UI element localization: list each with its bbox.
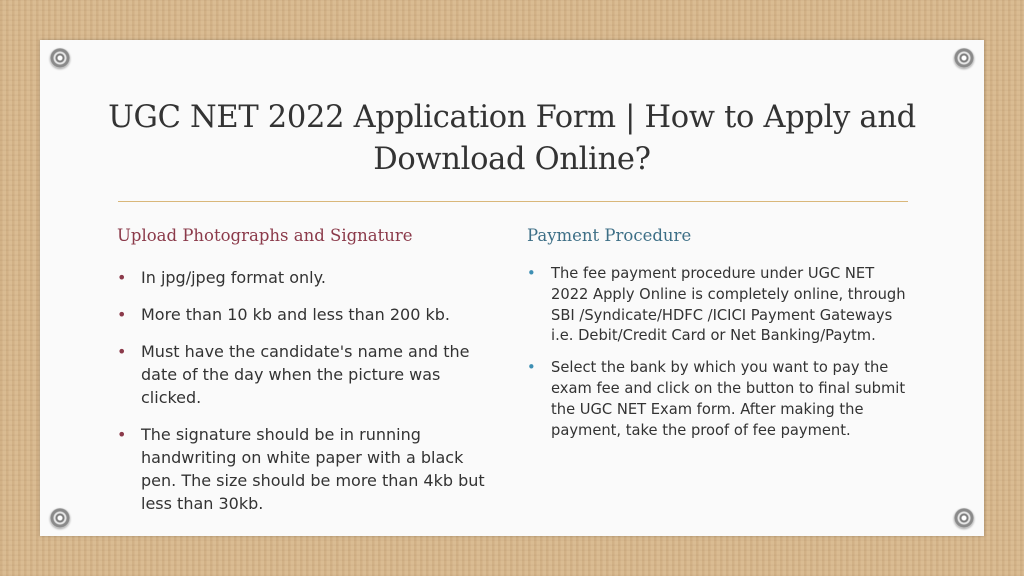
pushpin-top-right-icon (954, 48, 974, 68)
slide-card (40, 40, 984, 536)
bullet-icon: • (117, 342, 127, 361)
slide-title: UGC NET 2022 Application Form | How to Apply and Download Online? (108, 100, 916, 177)
bullet-icon: • (117, 305, 127, 324)
pushpin-bottom-left-icon (50, 508, 70, 528)
payment-list (527, 264, 907, 452)
upload-heading: Upload Photographs and Signature (117, 226, 413, 245)
bullet-icon: • (527, 265, 536, 282)
list-item (527, 264, 907, 347)
list-item-text: More than 10 kb and less than 200 kb. (141, 305, 450, 324)
list-item (117, 423, 497, 515)
list-item (117, 340, 497, 409)
upload-list (117, 266, 497, 529)
list-item (527, 358, 907, 441)
list-item-text: In jpg/jpeg format only. (141, 268, 326, 287)
list-item (117, 303, 497, 326)
bullet-icon: • (117, 425, 127, 444)
list-item-text: Select the bank by which you want to pay the exam fee and click on the button to final submit the UGC NET Exam form. After making the payment, take the proof of fee payment. (551, 359, 906, 439)
payment-heading: Payment Procedure (527, 226, 692, 245)
list-item-text: The fee payment procedure under UGC NET 2022 Apply Online is completely online, through SBI /Syndicate/HDFC /ICICI Payment Gateways i.e. Debit/Credit Card or Net Banking/Paytm. (551, 265, 906, 345)
bullet-icon: • (527, 359, 536, 377)
pushpin-top-left-icon (50, 48, 70, 68)
bullet-icon: • (117, 268, 127, 287)
pushpin-bottom-right-icon (954, 508, 974, 528)
list-item-text: Must have the candidate's name and the date of the day when the picture was clicked. (141, 342, 470, 407)
list-item-text: The signature should be in running handwriting on white paper with a black pen. The size should be more than 4kb but less than 30kb. (141, 425, 485, 513)
list-item (117, 266, 497, 289)
title-divider (118, 201, 908, 202)
